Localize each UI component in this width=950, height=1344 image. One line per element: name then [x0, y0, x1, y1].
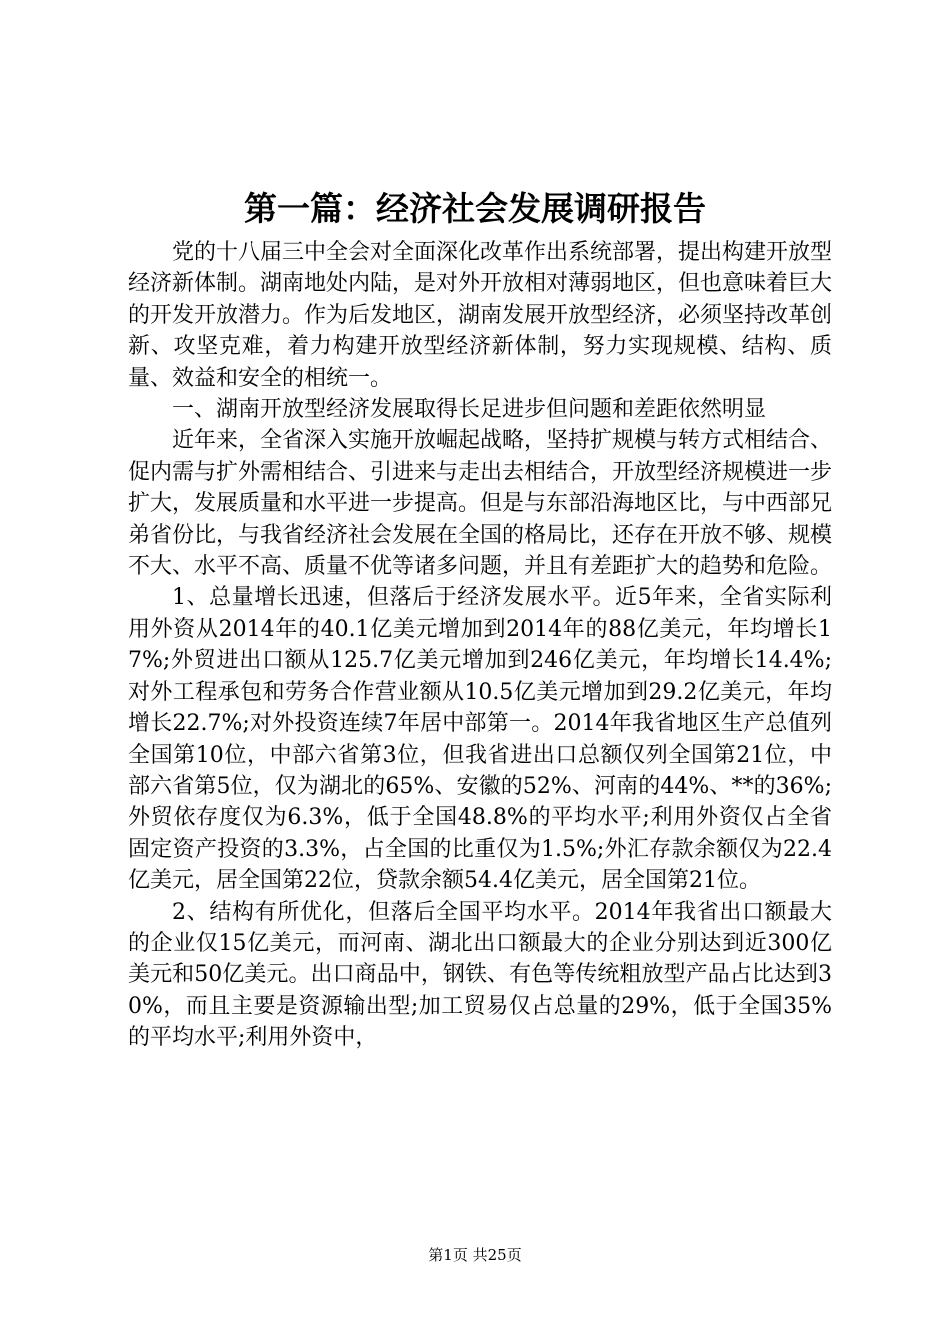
paragraph-overview: 近年来，全省深入实施开放崛起战略，坚持扩规模与转方式相结合、促内需与扩外需相结合、引进来与走出去相结合，开放型经济规模进一步扩大，发展质量和水平进一步提高。但是与东部沿海地区比，与中西部兄弟省份比，与我省经济社会发展在全国的格局比，还存在开放不够、规模不大、水平不高、质量不优等诸多问题，并且有差距扩大的趋势和危险。	[128, 428, 833, 580]
document-title: 第一篇：经济社会发展调研报告	[244, 189, 706, 228]
document-body	[128, 237, 832, 1054]
paragraph-section-heading: 一、湖南开放型经济发展取得长足进步但问题和差距依然明显	[172, 397, 767, 423]
paragraph-intro: 党的十八届三中全会对全面深化改革作出系统部署，提出构建开放型经济新体制。湖南地处内陆，是对外开放相对薄弱地区，但也意味着巨大的开发开放潜力。作为后发地区，湖南发展开放型经济，必须坚持改革创新、攻坚克难，着力构建开放型经济新体制，努力实现规模、结构、质量、效益和安全的相统一。	[128, 240, 833, 391]
paragraph-point-1: 1、总量增长迅速，但落后于经济发展水平。近5年来，全省实际利用外资从2014年的40.1亿美元增加到2014年的88亿美元，年均增长17%;外贸进出口额从125.7亿美元增加到246亿美元，年均增长14.4%;对外工程承包和劳务合作营业额从10.5亿美元增加到29.2亿美元，年均增长22.7%;对外投资连续7年居中部第一。2014年我省地区生产总值列全国第10位，中部六省第3位，但我省进出口总额仅列全国第21位，中部六省第5位，仅为湖北的65%、安徽的52%、河南的44%、**的36%;外贸依存度仅为6.3%，低于全国48.8%的平均水平;利用外资仅占全省固定资产投资的3.3%，占全国的比重仅为1.5%;外汇存款余额仅为22.4亿美元，居全国第22位，贷款余额54.4亿美元，居全国第21位。	[128, 585, 832, 894]
page-footer: 第1页 共25页	[428, 1246, 522, 1264]
paragraph-point-2: 2、结构有所优化，但落后全国平均水平。2014年我省出口额最大的企业仅15亿美元，而河南、湖北出口额最大的企业分别达到近300亿美元和50亿美元。出口商品中，钢铁、有色等传统粗放型产品占比达到30%，而且主要是资源输出型;加工贸易仅占总量的29%，低于全国35%的平均水平;利用外资中，	[128, 899, 832, 1051]
